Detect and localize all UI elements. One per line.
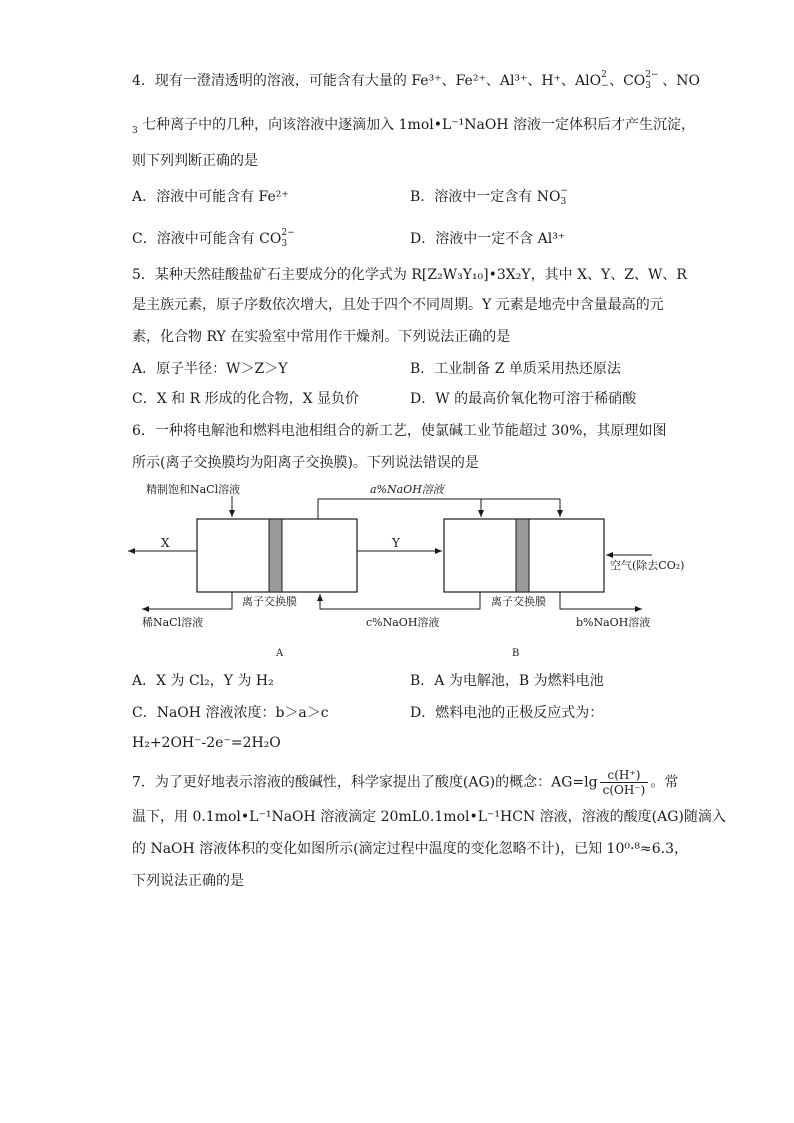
q5-option-b: B．工业制备 Z 单质采用热还原法 xyxy=(410,361,621,377)
q4-option-b: B．溶液中一定含有 NO − 3 xyxy=(410,186,569,207)
q4-option-d: D．溶液中一定不含 Al³⁺ xyxy=(410,231,566,247)
q4-stem-line2 xyxy=(132,116,695,140)
q4-option-c-text: C．溶液中可能含有 CO xyxy=(132,231,282,247)
q4-stem-text-a: 4．现有一澄清透明的溶液，可能含有大量的 Fe xyxy=(132,73,429,89)
cell-b-membrane xyxy=(516,519,529,592)
q4-no3-charge: 3 xyxy=(132,126,138,136)
q6-stem-line1: 6．一种将电解池和燃料电池相组合的新工艺，使氯碱工业节能超过 30%，其原理如图 xyxy=(132,423,667,439)
label-air: 空气(除去CO₂) xyxy=(610,559,685,572)
q7-stem-end: 。常 xyxy=(650,774,679,791)
label-cell-a: A xyxy=(276,648,284,659)
q5-option-a: A．原子半径：W＞Z＞Y xyxy=(132,361,288,377)
q6-option-b: B．A 为电解池，B 为燃料电池 xyxy=(410,673,604,689)
q5-stem-line3: 素，化合物 RY 在实验室中常用作干燥剂。下列说法正确的是 xyxy=(132,329,511,345)
q4-alo2-charge: 2 − xyxy=(601,70,609,91)
q5-stem-line2: 是主族元素，原子序数依次增大，且处于四个不同周期。Y 元素是地壳中含量最高的元 xyxy=(132,297,664,313)
arrow-dilute-nacl xyxy=(142,592,232,609)
q4-stem-no3: 、NO xyxy=(662,73,700,89)
q5-stem-line1: 5．某种天然硅酸盐矿石主要成分的化学式为 R[Z₂W₃Y₁₀]•3X₂Y，其中 X、Y、Z、W、R xyxy=(132,267,687,283)
q4-stem-co3: 、CO xyxy=(609,73,646,89)
q5-option-c: C．X 和 R 形成的化合物，X 显负价 xyxy=(132,391,359,407)
label-x: X xyxy=(161,536,170,550)
q6-option-c: C．NaOH 溶液浓度：b＞a＞c xyxy=(132,705,329,721)
q4-co3-charge: 2− 3 xyxy=(645,70,659,91)
q7-stem-line4: 下列说法正确的是 xyxy=(132,873,244,889)
q6-option-d: D．燃料电池的正极反应式为： xyxy=(410,705,604,721)
q7-frac-num: c(H⁺) xyxy=(600,768,649,783)
q7-stem-line1 xyxy=(132,768,678,797)
arrow-b-naoh xyxy=(560,592,642,609)
label-membrane-a: 离子交换膜 xyxy=(242,595,297,608)
q4-stem-line1 xyxy=(132,72,700,90)
q7-ag-fraction xyxy=(600,768,649,797)
arrow-c-naoh xyxy=(320,592,480,609)
electrolysis-fuel-cell-diagram xyxy=(120,476,700,662)
label-c-naoh: c%NaOH溶液 xyxy=(366,616,440,629)
q4-option-c: C．溶液中可能含有 CO 2− 3 xyxy=(132,228,295,249)
q4-option-a: A．溶液中可能含有 Fe²⁺ xyxy=(132,189,289,205)
q4-stem-line3: 则下列判断正确的是 xyxy=(132,153,258,169)
q4-stem-ions: ³⁺、Fe²⁺、Al³⁺、H⁺、AlO xyxy=(428,73,602,89)
label-feed: 精制饱和NaCl溶液 xyxy=(146,483,241,496)
label-dilute-nacl: 稀NaCl溶液 xyxy=(142,616,204,629)
q6-option-d-equation: H₂+2OH⁻-2e⁻=2H₂O xyxy=(132,735,281,751)
label-b-naoh: b%NaOH溶液 xyxy=(576,616,651,629)
line-a-naoh-top xyxy=(318,499,560,519)
label-a-naoh: a%NaOH溶液 xyxy=(370,483,444,496)
cell-a-membrane xyxy=(269,519,282,592)
q6-stem-line2: 所示(离子交换膜均为阳离子交换膜)。下列说法错误的是 xyxy=(132,455,479,471)
label-y: Y xyxy=(392,536,400,550)
q4-stem-line2-text: 七种离子中的几种，向该溶液中逐滴加入 1mol•L⁻¹NaOH 溶液一定体积后才产生沉淀， xyxy=(142,117,696,133)
label-cell-b: B xyxy=(512,648,520,659)
q7-stem-line2: 温下，用 0.1mol•L⁻¹NaOH 溶液滴定 20mL0.1mol•L⁻¹HCN 溶液，溶液的酸度(AG)随滴入 xyxy=(132,809,726,825)
q5-option-d: D．W 的最高价氧化物可溶于稀硝酸 xyxy=(410,391,637,407)
label-membrane-b: 离子交换膜 xyxy=(491,595,546,608)
q7-frac-den: c(OH⁻) xyxy=(602,783,646,797)
q4-option-b-text: B．溶液中一定含有 NO xyxy=(410,189,561,205)
q6-option-a: A．X 为 Cl₂，Y 为 H₂ xyxy=(132,673,274,689)
q7-stem-line3: 的 NaOH 溶液体积的变化如图所示(滴定过程中温度的变化忽略不计)，已知 10⁰·⁸≈6.3， xyxy=(132,841,689,857)
q7-stem-text: 7．为了更好地表示溶液的酸碱性，科学家提出了酸度(AG)的概念：AG=lg xyxy=(132,774,598,791)
